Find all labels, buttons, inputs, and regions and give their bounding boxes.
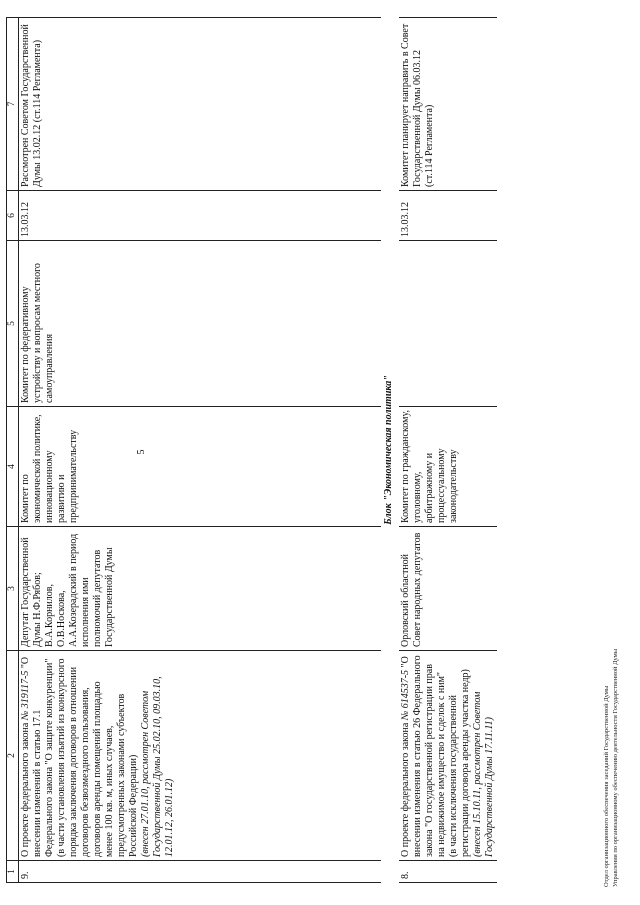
section-title: Блок "Экономическая политика" bbox=[383, 375, 394, 525]
responsible-committee: Комитет по гражданскому, уголовному, арбитражному и процессуальному законодательству bbox=[399, 407, 497, 527]
bill-note: (внесен 15.10.11, рассмотрен Советом Государственной Думы 17.11.11) bbox=[472, 691, 495, 857]
bill-number: № 319117-5 bbox=[20, 670, 31, 721]
bill-scope: (в части исключения государственной регистрации договора аренды участка недр) bbox=[448, 669, 471, 857]
footer-line: Отдел организационного обеспечения заседаний Государственной Думы bbox=[603, 685, 610, 887]
col-header: 2 bbox=[7, 651, 19, 861]
row-number: 8. bbox=[399, 861, 497, 883]
bill-note: (внесен 27.01.10, рассмотрен Советом Государственной Думы 25.02.10, 09.03.10, 12.01.12, 26.01.12) bbox=[140, 676, 175, 857]
page-footer bbox=[603, 649, 620, 887]
bill-status: Комитет планирует направить в Совет Государственной Думы 06.03.12 (ст.114 Регламента) bbox=[399, 18, 497, 191]
bill-initiator: Орловский областной Совет народных депутатов bbox=[399, 527, 497, 651]
bill-description bbox=[399, 651, 497, 861]
section-row bbox=[381, 18, 399, 883]
responsible-committee: Комитет по экономической политике, инновационному развитию и предпринимательству bbox=[19, 407, 382, 527]
col-header: 7 bbox=[7, 18, 19, 191]
agenda-table bbox=[6, 17, 497, 883]
col-header: 5 bbox=[7, 241, 19, 407]
bill-title-post: "О внесении изменений в статью 17.1 Федерального закона "О защите конкуренции" bbox=[20, 656, 55, 857]
bill-title-pre: О проекте федерального закона bbox=[400, 720, 411, 857]
table-row bbox=[399, 18, 497, 883]
bill-description bbox=[19, 651, 382, 861]
bill-initiator: Депутат Государственной Думы Н.Ф.Рябов; В.А.Корнилов, О.В.Носкова, А.А.Козерадский в период исполнения ими полномочий депутатов Государственной Думы bbox=[19, 527, 382, 651]
table-header-row bbox=[7, 18, 19, 883]
bill-title-pre: О проекте федерального закона bbox=[20, 720, 31, 857]
table-row bbox=[19, 18, 382, 883]
bill-title-post: "О внесении изменения в статью 26 Федерального закона "О государственной регистрации прав на недвижимое имущество и сделок с ним" bbox=[400, 655, 447, 857]
review-date: 13.03.12 bbox=[399, 191, 497, 241]
row-number: 9. bbox=[19, 861, 382, 883]
col-header: 1 bbox=[7, 861, 19, 883]
review-date: 13.03.12 bbox=[19, 191, 382, 241]
page-number: 5 bbox=[136, 449, 147, 455]
col-header: 6 bbox=[7, 191, 19, 241]
bill-number: № 614537-5 bbox=[400, 669, 411, 721]
col-header: 3 bbox=[7, 527, 19, 651]
col-header: 4 bbox=[7, 407, 19, 527]
co-committee: Комитет по федеративному устройству и вопросам местного самоуправления bbox=[19, 241, 382, 407]
bill-scope: (в части установления изъятий из конкурсного порядка заключения договоров в отношении договоров безвозмездного пользования, договоров аренды помещений площадью менее 100 кв. м, иных случаев, предусмотренных законами субъектов Российской Федерации) bbox=[56, 658, 139, 857]
bill-status: Рассмотрен Советом Государственной Думы 13.02.12 (ст.114 Регламента) bbox=[19, 18, 382, 191]
footer-line: Управления по организационному обеспечению деятельности Государственной Думы bbox=[611, 648, 619, 887]
co-committee bbox=[399, 241, 497, 407]
